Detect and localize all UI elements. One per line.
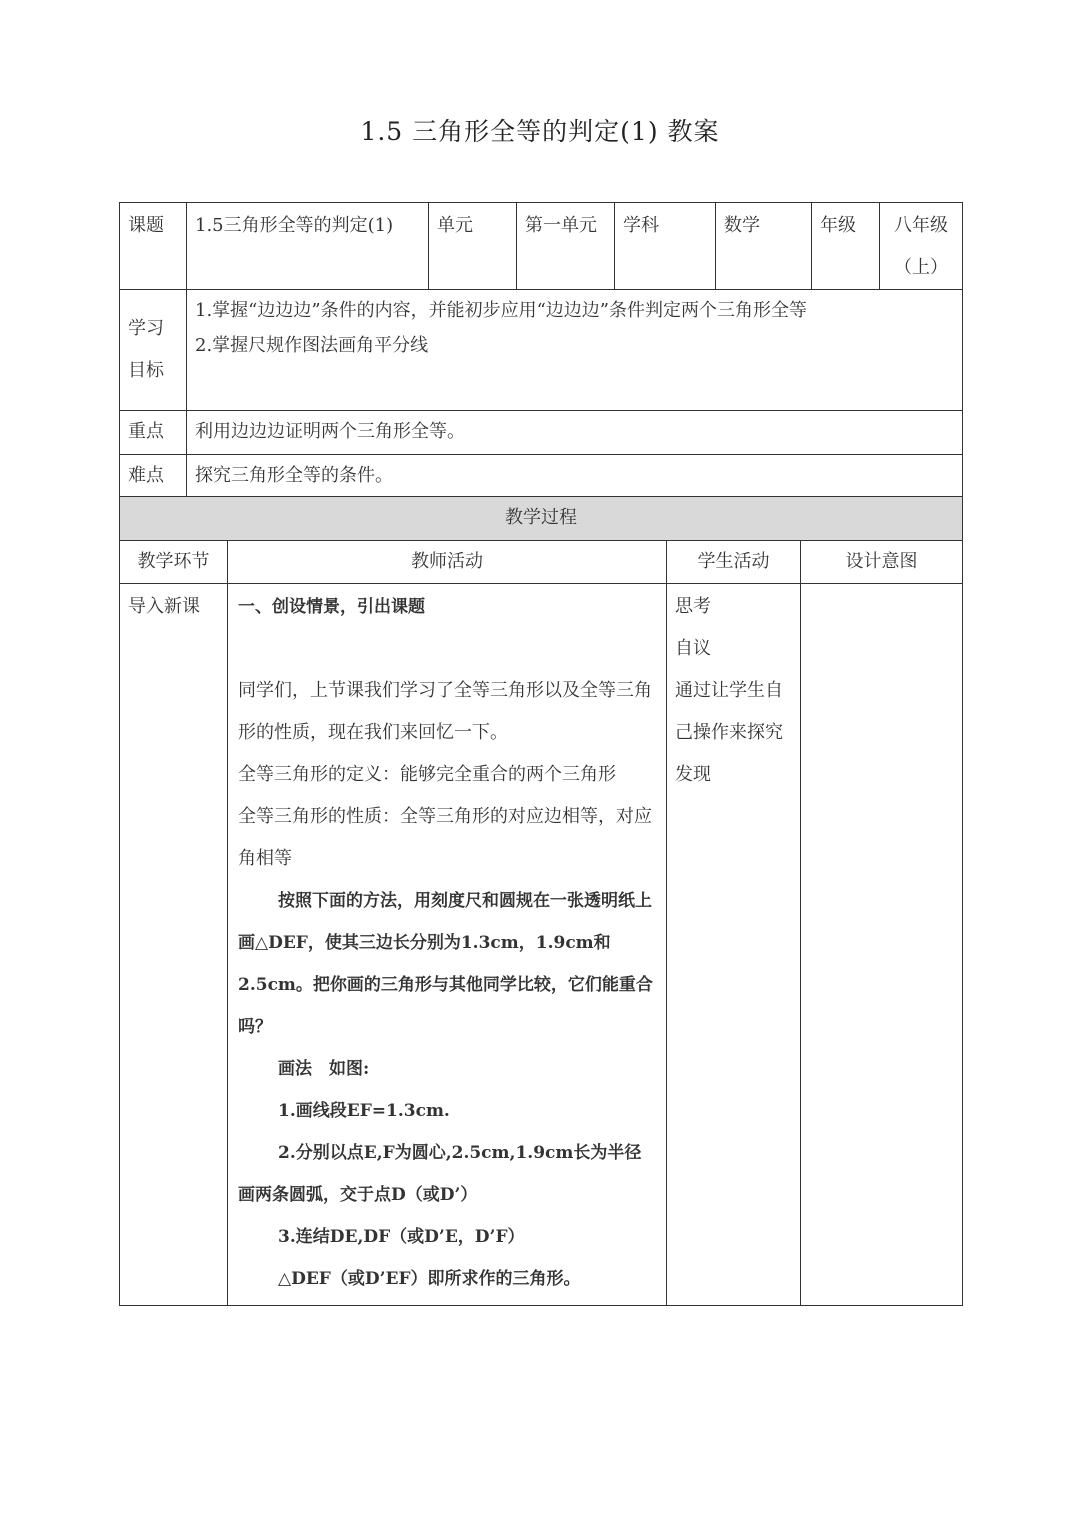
grade-value-line1: 八年级 [894,215,948,236]
teacher-p3: 全等三角形的性质：全等三角形的对应边相等，对应角相等 [238,806,652,869]
unit-value: 第一单元 [517,203,615,290]
topic-value: 1.5三角形全等的判定(1) [187,203,429,290]
teacher-p5: 画法 如图: [278,1059,370,1079]
key-row [120,411,963,455]
teacher-p2: 全等三角形的定义：能够完全重合的两个三角形 [238,764,616,785]
grade-value [880,203,963,290]
teacher-p4: 按照下面的方法，用刻度尺和圆规在一张透明纸上画△DEF，使其三边长分别为1.3cm，1.9cm和2.5cm。把你画的三角形与其他同学比较，它们能重合吗？ [238,891,653,1037]
teacher-p8: 3.连结DE,DF（或D’E，D’F） [278,1227,525,1247]
topic-row [120,203,963,290]
teacher-p6: 1.画线段EF=1.3cm. [278,1101,450,1121]
blank-line [238,628,658,670]
subject-value: 数学 [716,203,812,290]
difficulty-value: 探究三角形全等的条件。 [187,455,963,498]
goal-row [120,290,963,411]
difficulty-label: 难点 [120,455,187,498]
difficulty-row [120,455,963,498]
goal-label-line1: 学习 [128,318,164,339]
grade-value-line2: （上） [894,257,948,278]
teacher-p7: 2.分别以点E,F为圆心,2.5cm,1.9cm长为半径画两条圆弧，交于点D（或D’） [238,1143,642,1205]
column-teacher: 教师活动 [228,541,667,584]
topic-label: 课题 [120,203,187,290]
student-line-2: 自议 [675,638,711,659]
teacher-heading: 一、创设情景，引出课题 [238,597,425,617]
goal-label [120,290,187,411]
design-intent [801,584,963,1306]
page-title: 1.5 三角形全等的判定(1) 教案 [360,117,720,146]
goal-value [187,290,963,411]
subject-label: 学科 [615,203,716,290]
process-header: 教学过程 [120,497,963,541]
process-row [120,584,963,1306]
teacher-p1: 同学们，上节课我们学习了全等三角形以及全等三角形的性质，现在我们来回忆一下。 [238,680,652,743]
goal-item-2: 2.掌握尺规作图法画角平分线 [195,335,429,356]
process-table [119,496,963,1306]
stage-cell: 导入新课 [120,584,228,1306]
column-stage: 教学环节 [120,541,228,584]
column-intent: 设计意图 [801,541,963,584]
column-student: 学生活动 [667,541,801,584]
student-activity [667,584,801,1306]
teacher-activity [228,584,667,1306]
unit-label: 单元 [429,203,517,290]
student-line-3: 通过让学生自己操作来探究发现 [675,680,783,785]
goal-label-line2: 目标 [128,360,164,381]
key-value: 利用边边边证明两个三角形全等。 [187,411,963,455]
process-header-row [120,497,963,541]
student-line-1: 思考 [675,596,711,617]
process-columns-row [120,541,963,584]
info-table [119,202,963,498]
goal-item-1: 1.掌握“边边边”条件的内容，并能初步应用“边边边”条件判定两个三角形全等 [195,300,807,321]
key-label: 重点 [120,411,187,455]
grade-label: 年级 [812,203,880,290]
teacher-p9: △DEF（或D’EF）即所求作的三角形。 [278,1269,581,1289]
